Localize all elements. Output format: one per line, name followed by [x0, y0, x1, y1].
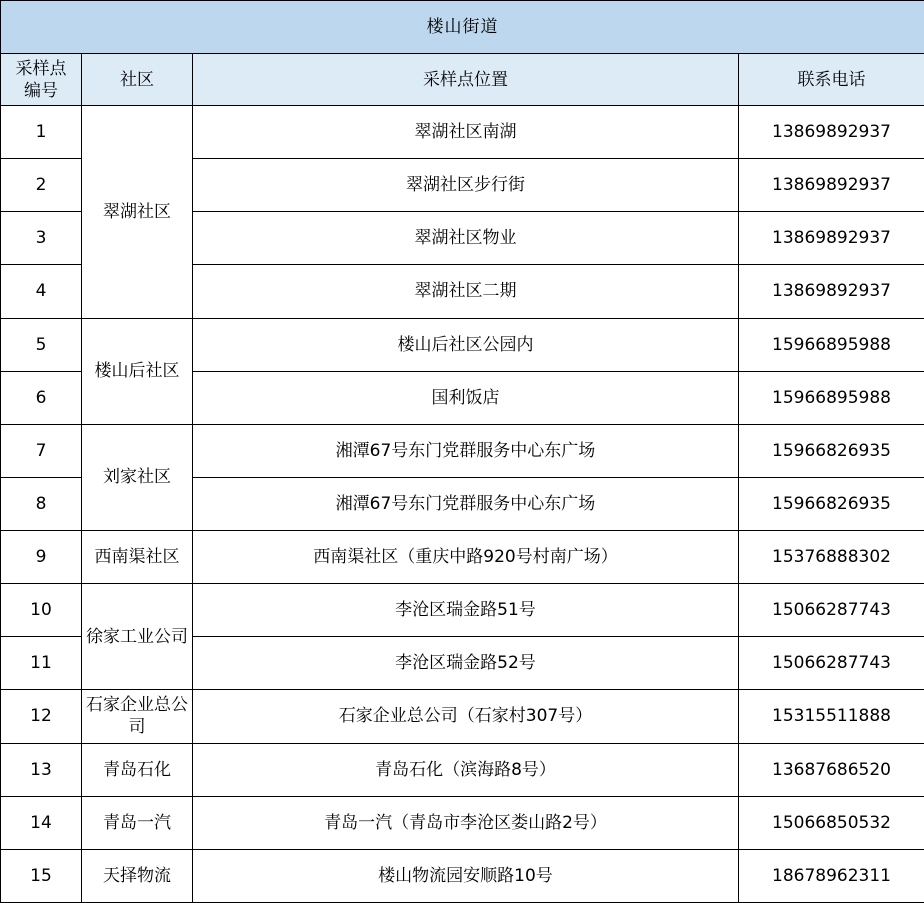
cell-no: 10 — [1, 584, 82, 637]
cell-community: 西南渠社区 — [82, 531, 193, 584]
cell-no: 13 — [1, 743, 82, 796]
cell-phone: 15966895988 — [739, 318, 924, 371]
cell-no: 1 — [1, 106, 82, 159]
cell-no: 8 — [1, 477, 82, 530]
cell-phone: 13869892937 — [739, 159, 924, 212]
cell-phone: 15966895988 — [739, 371, 924, 424]
cell-location: 李沧区瑞金路51号 — [193, 584, 739, 637]
cell-location: 湘潭67号东门党群服务中心东广场 — [193, 424, 739, 477]
cell-no: 7 — [1, 424, 82, 477]
cell-phone: 15966826935 — [739, 424, 924, 477]
header-community: 社区 — [82, 54, 193, 106]
cell-phone: 15066287743 — [739, 584, 924, 637]
cell-no: 4 — [1, 265, 82, 318]
table-row — [1, 424, 924, 477]
cell-phone: 15315511888 — [739, 690, 924, 743]
cell-location: 翠湖社区南湖 — [193, 106, 739, 159]
cell-location: 楼山后社区公园内 — [193, 318, 739, 371]
cell-phone: 15966826935 — [739, 477, 924, 530]
cell-community: 天择物流 — [82, 849, 193, 902]
header-location: 采样点位置 — [193, 54, 739, 106]
cell-phone: 13869892937 — [739, 212, 924, 265]
cell-no: 5 — [1, 318, 82, 371]
cell-community: 刘家社区 — [82, 424, 193, 530]
table-row — [1, 106, 924, 159]
title-row — [1, 1, 924, 54]
cell-community: 石家企业总公司 — [82, 690, 193, 743]
cell-no: 3 — [1, 212, 82, 265]
table-row — [1, 796, 924, 849]
cell-community: 楼山后社区 — [82, 318, 193, 424]
cell-community: 青岛一汽 — [82, 796, 193, 849]
cell-no: 6 — [1, 371, 82, 424]
cell-location: 楼山物流园安顺路10号 — [193, 849, 739, 902]
table-row — [1, 318, 924, 371]
cell-community: 翠湖社区 — [82, 106, 193, 319]
cell-phone: 15066850532 — [739, 796, 924, 849]
cell-community: 徐家工业公司 — [82, 584, 193, 690]
cell-location: 青岛一汽（青岛市李沧区娄山路2号） — [193, 796, 739, 849]
cell-no: 2 — [1, 159, 82, 212]
header-sample-no — [1, 54, 82, 106]
cell-location: 青岛石化（滨海路8号） — [193, 743, 739, 796]
cell-phone: 13869892937 — [739, 106, 924, 159]
table-row — [1, 849, 924, 902]
cell-phone: 13687686520 — [739, 743, 924, 796]
header-sample-no-line2: 编号 — [24, 80, 58, 101]
cell-location: 翠湖社区物业 — [193, 212, 739, 265]
cell-location: 湘潭67号东门党群服务中心东广场 — [193, 477, 739, 530]
cell-no: 15 — [1, 849, 82, 902]
cell-no: 11 — [1, 637, 82, 690]
table-row — [1, 690, 924, 743]
cell-community: 青岛石化 — [82, 743, 193, 796]
table-title: 楼山街道 — [1, 1, 924, 54]
cell-location: 翠湖社区二期 — [193, 265, 739, 318]
cell-phone: 15376888302 — [739, 531, 924, 584]
header-phone: 联系电话 — [739, 54, 924, 106]
cell-phone: 18678962311 — [739, 849, 924, 902]
cell-no: 14 — [1, 796, 82, 849]
cell-location: 李沧区瑞金路52号 — [193, 637, 739, 690]
cell-no: 9 — [1, 531, 82, 584]
cell-phone: 13869892937 — [739, 265, 924, 318]
cell-phone: 15066287743 — [739, 637, 924, 690]
cell-location: 国利饭店 — [193, 371, 739, 424]
header-row — [1, 54, 924, 106]
cell-location: 西南渠社区（重庆中路920号村南广场） — [193, 531, 739, 584]
header-sample-no-line1: 采样点 — [15, 58, 67, 79]
table-row — [1, 584, 924, 637]
cell-location: 翠湖社区步行街 — [193, 159, 739, 212]
cell-no: 12 — [1, 690, 82, 743]
table-row — [1, 531, 924, 584]
cell-location: 石家企业总公司（石家村307号） — [193, 690, 739, 743]
table-row — [1, 743, 924, 796]
